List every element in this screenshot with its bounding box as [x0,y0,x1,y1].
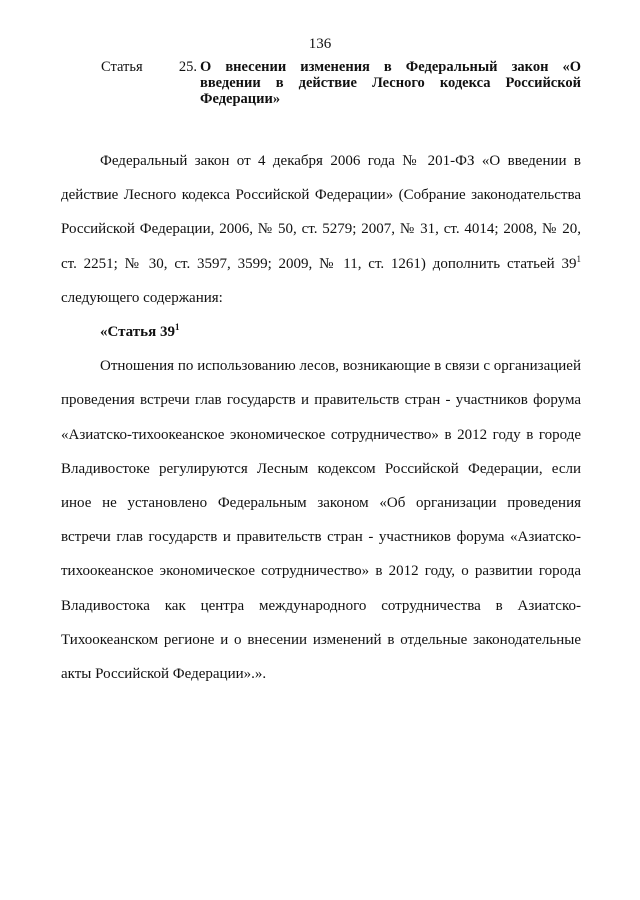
article-header [101,59,581,107]
intro-text-end: следующего содержания: [61,289,223,306]
new-article-heading-superscript: 1 [174,322,180,333]
intro-text: Федеральный закон от 4 декабря 2006 года № 201-ФЗ «О введении в действие Лесного кодекса Российской Федерации» (Собрание законодательства Российской Федерации, 2006, № 50, ст. 5279; 2007, № 31, ст. 4014; 2008, № 20, ст. 2251; № 30, ст. 3597, 3599; 2009, № 11, ст. 1261) дополнить статьей 39 [61,153,581,272]
article-label-word: Статья [101,59,143,75]
article-label [101,59,200,107]
article-label-number: 25. [178,59,197,75]
document-body [61,144,581,691]
new-article-heading [61,315,581,349]
intro-paragraph [61,144,581,315]
new-article-heading-text: «Статья 39 [100,324,175,341]
page-number: 136 [308,36,332,52]
intro-superscript: 1 [576,253,581,264]
new-article-paragraph: Отношения по использованию лесов, возникающие в связи с организацией проведения встречи глав государств и правительств стран - участников форума «Азиатско-тихоокеанское экономическое сотрудничество» в 2012 году в городе Владивостоке регулируются Лесным кодексом Российской Федерации, если иное не установлено Федеральным законом «Об организации проведения встречи глав государств и правительств стран - участников форума «Азиатско-тихоокеанское экономическое сотрудничество» в 2012 году, о развитии города Владивостока как центра международного сотрудничества в Азиатско-Тихоокеанском регионе и о внесении изменений в отдельные законодательные акты Российской Федерации».». [61,358,581,683]
article-title: О внесении изменения в Федеральный закон «О введении в действие Лесного кодекса Российской Федерации» [200,59,581,107]
